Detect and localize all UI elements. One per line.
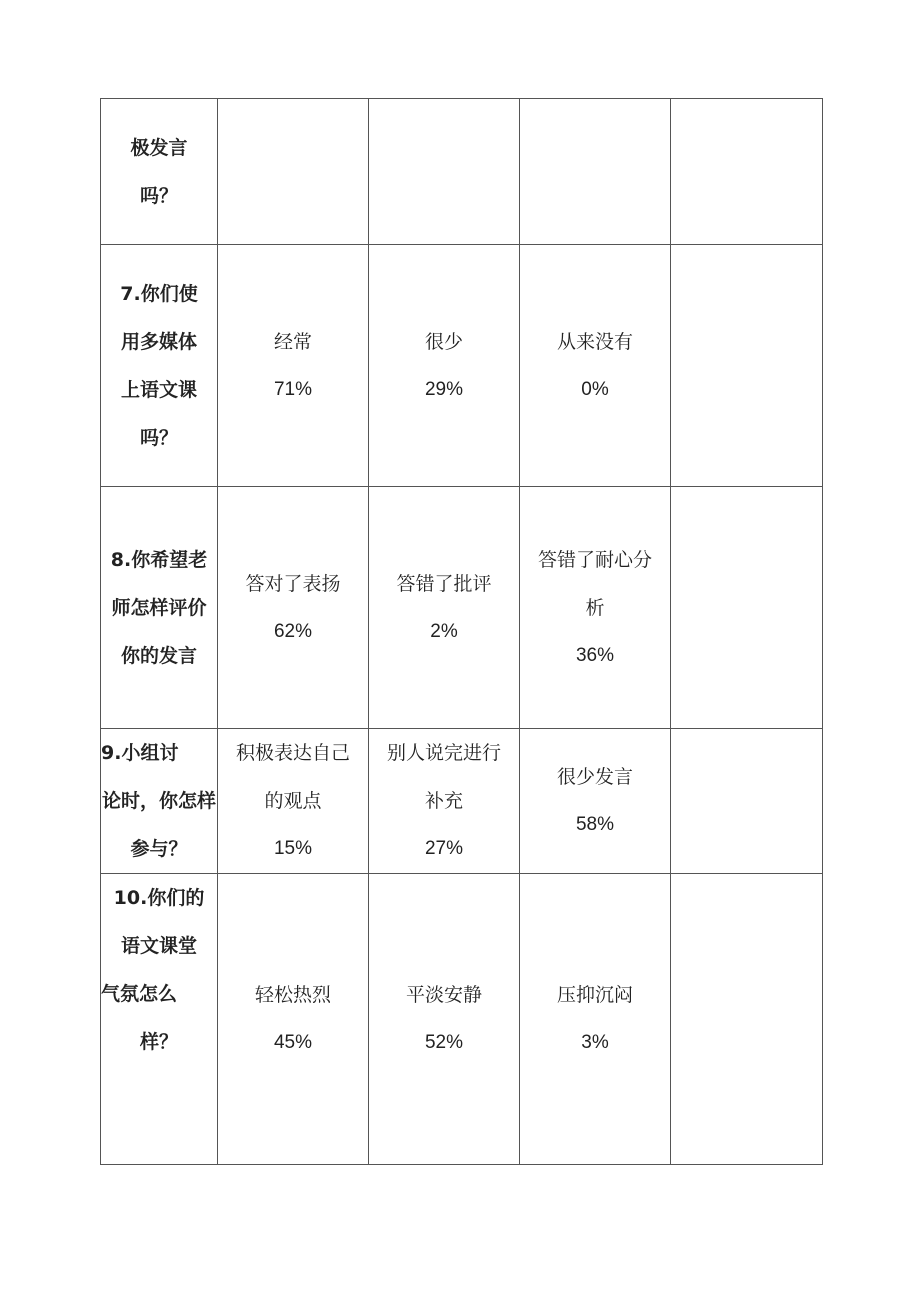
option-label: 从来没有 xyxy=(556,330,633,353)
question-text: 9.小组讨 xyxy=(101,742,179,764)
question-text: 样？ xyxy=(139,1031,178,1053)
option-label: 答错了批评 xyxy=(396,572,492,595)
option-label: 的观点 xyxy=(264,790,322,812)
option-percent: 29% xyxy=(424,378,464,400)
empty-cell xyxy=(671,729,823,874)
question-cell xyxy=(101,99,218,245)
empty-cell xyxy=(671,99,823,245)
question-cell xyxy=(101,729,218,874)
question-text: 极发言 xyxy=(130,136,188,159)
option-percent: 45% xyxy=(273,1032,313,1053)
question-text: 论时，你怎样 xyxy=(101,790,216,812)
question-text: 10.你们的 xyxy=(113,887,205,909)
survey-table xyxy=(100,98,823,1165)
option-label: 很少发言 xyxy=(556,766,633,788)
option-percent: 52% xyxy=(424,1032,464,1053)
question-cell xyxy=(101,245,218,487)
question-text: 气氛怎么 xyxy=(101,983,178,1005)
question-text: 吗？ xyxy=(139,426,178,449)
answer-cell xyxy=(369,245,520,487)
answer-cell xyxy=(520,99,671,245)
question-text: 你的发言 xyxy=(120,644,197,667)
option-label: 别人说完进行 xyxy=(386,742,501,764)
answer-cell xyxy=(520,729,671,874)
empty-cell xyxy=(671,487,823,729)
option-percent: 0% xyxy=(581,378,609,400)
answer-cell xyxy=(369,729,520,874)
empty-cell xyxy=(671,874,823,1165)
answer-cell xyxy=(218,245,369,487)
question-cell xyxy=(101,487,218,729)
table-row xyxy=(101,99,823,245)
question-cell xyxy=(101,874,218,1165)
option-label: 轻松热烈 xyxy=(254,984,331,1006)
option-percent: 71% xyxy=(273,378,313,400)
option-percent: 27% xyxy=(424,838,464,859)
answer-cell xyxy=(520,874,671,1165)
answer-cell xyxy=(218,729,369,874)
option-label: 答对了表扬 xyxy=(245,572,341,595)
question-text: 语文课堂 xyxy=(120,935,197,957)
question-text: 用多媒体 xyxy=(120,330,197,353)
answer-cell xyxy=(520,487,671,729)
option-percent: 58% xyxy=(575,814,615,835)
question-text: 师怎样评价 xyxy=(111,596,207,619)
option-percent: 62% xyxy=(273,620,313,642)
question-text: 吗？ xyxy=(139,184,178,207)
answer-cell xyxy=(218,487,369,729)
answer-cell xyxy=(218,99,369,245)
option-label: 很少 xyxy=(424,330,463,353)
answer-cell xyxy=(369,874,520,1165)
question-text: 8.你希望老 xyxy=(110,548,208,571)
option-percent: 3% xyxy=(581,1032,609,1053)
answer-cell xyxy=(369,487,520,729)
answer-cell xyxy=(369,99,520,245)
question-text: 参与？ xyxy=(130,838,188,860)
option-label: 压抑沉闷 xyxy=(556,984,633,1006)
answer-cell xyxy=(218,874,369,1165)
option-percent: 2% xyxy=(430,620,458,642)
option-label: 答错了耐心分 xyxy=(537,548,652,571)
option-label: 经常 xyxy=(273,330,312,353)
option-percent: 36% xyxy=(575,644,615,666)
question-text: 7.你们使 xyxy=(120,282,198,305)
table-row xyxy=(101,874,823,1165)
answer-cell xyxy=(520,245,671,487)
option-label: 积极表达自己 xyxy=(235,742,350,764)
option-percent: 15% xyxy=(273,838,313,859)
option-label: 平淡安静 xyxy=(405,984,482,1006)
table-row xyxy=(101,487,823,729)
option-label: 析 xyxy=(585,596,605,619)
table-row xyxy=(101,245,823,487)
empty-cell xyxy=(671,245,823,487)
table-row xyxy=(101,729,823,874)
option-label: 补充 xyxy=(424,790,463,812)
question-text: 上语文课 xyxy=(120,378,197,401)
